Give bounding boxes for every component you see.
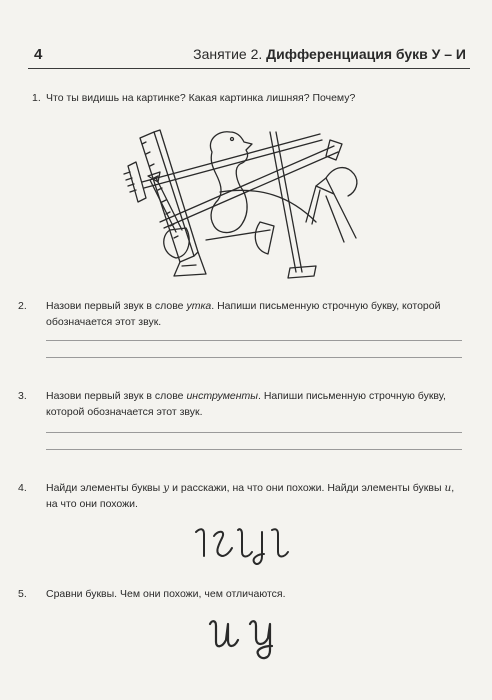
task-4 bbox=[18, 480, 462, 512]
task-5 bbox=[18, 586, 462, 602]
task-number: 1. bbox=[32, 92, 41, 104]
task-number: 5. bbox=[18, 588, 27, 600]
task-text-start: Назови первый звук в слове bbox=[46, 390, 187, 402]
page-header bbox=[28, 44, 470, 69]
tools-illustration bbox=[120, 126, 370, 286]
duck-icon bbox=[210, 132, 252, 233]
writing-line bbox=[46, 340, 462, 341]
task-letter: и bbox=[444, 482, 452, 494]
tool-line bbox=[206, 230, 270, 240]
lesson-heading: Дифференциация букв У – И bbox=[266, 46, 466, 62]
task-1 bbox=[32, 90, 462, 106]
task-word: утка bbox=[186, 300, 212, 312]
task-number: 2. bbox=[18, 300, 27, 312]
task-text: Что ты видишь на картинке? Какая картинка лишняя? Почему? bbox=[46, 92, 356, 104]
task-text-end: . Напиши письменную строчную букву, которой обозначается этот звук. bbox=[46, 300, 441, 328]
axe-icon bbox=[255, 132, 316, 278]
writing-line bbox=[46, 432, 462, 433]
task-text-start: Найди элементы буквы bbox=[46, 482, 164, 494]
lesson-prefix: Занятие 2. bbox=[193, 46, 263, 62]
task-3 bbox=[18, 388, 462, 420]
tool-line bbox=[220, 190, 316, 222]
writing-line bbox=[46, 357, 462, 358]
cursive-letter-elements bbox=[192, 522, 312, 566]
page-number: 4 bbox=[34, 46, 43, 63]
task-word: инструменты bbox=[186, 390, 258, 402]
pliers-icon bbox=[306, 168, 357, 242]
task-2 bbox=[18, 298, 462, 330]
task-text-end: , на что они похожи. bbox=[46, 482, 455, 510]
writing-line bbox=[46, 449, 462, 450]
task-number: 4. bbox=[18, 482, 27, 494]
lesson-title bbox=[193, 46, 466, 62]
task-text-end: . Напиши письменную строчную букву, которой обозначается этот звук. bbox=[46, 390, 446, 418]
task-text-middle: и расскажи, на что они похожи. Найди элементы буквы bbox=[169, 482, 445, 494]
task-number: 3. bbox=[18, 390, 27, 402]
saw-icon bbox=[140, 130, 206, 276]
task-letter: у bbox=[163, 482, 170, 494]
cursive-letters-i-u bbox=[206, 610, 286, 662]
task-text-start: Назови первый звук в слове bbox=[46, 300, 187, 312]
task-text: Сравни буквы. Чем они похожи, чем отличаются. bbox=[46, 588, 286, 600]
